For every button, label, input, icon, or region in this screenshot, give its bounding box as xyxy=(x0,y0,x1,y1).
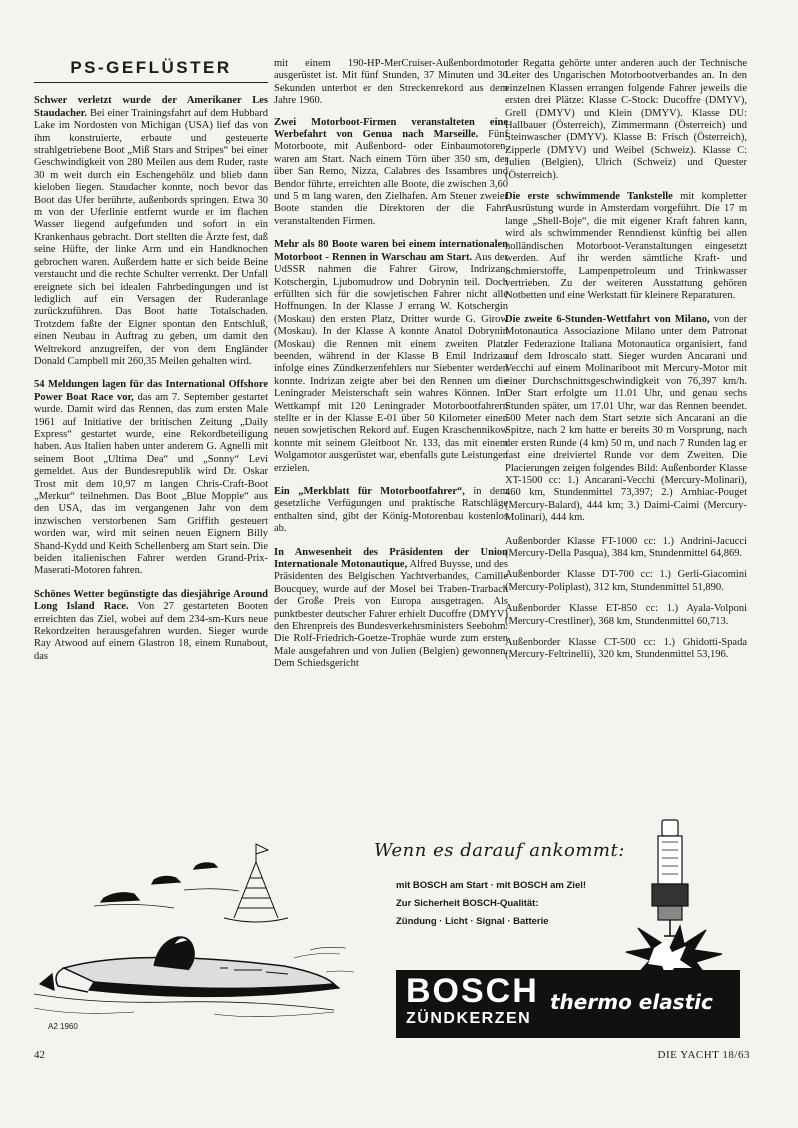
article-text: Außenborder Klasse DT-700 cc: 1.) Gerli-Giacomini (Mercury-Poliplast), 312 km, Stundenmittel 51,890. xyxy=(505,569,747,593)
article-paragraph xyxy=(505,637,747,662)
publication-info: DIE YACHT 18/63 xyxy=(657,1049,750,1061)
article-lead: Schwer verletzt wurde der Amerikaner Les Staudacher. xyxy=(34,95,268,119)
article-text: Alfred Buysse, und des Präsidenten des Belgischen Yachtverbandes, Camille Boucquey, wurde auf der Mosel bei Traben-Trarbach der Große Preis von Europa ausgetragen. Als punktbester deutscher Fahrer erhielt Ducoffre (DMYV) den Ehrenpreis des Bundesverkehrsministers Seebohm. Die Rolf-Friedrich-Goetze-Trophäe wurde zum ersten Male ausgefahren und von Julien (Belgien) gewonnen. Dem Schiedsgericht xyxy=(274,559,508,670)
article-text: Aus der UdSSR nahmen die Fahrer Girow, Indrizan, Kotschergin, Ljubomudrow und Dobrynin teil. Doch erfüllten sich für die sowjetischen Fahrer nicht alle Hoffnungen. In der Klasse J errang W. Kotschergin (Moskau) den ersten Platz, Dritter wurde G. Girow (Moskau). In der Klasse A konnte Anatol Dobrynin (Moskau) die Rennen mit einem zweiten Platz beenden, während in der Klasse B Emil Indrizan infolge eines Zündkerzenfehlers nur Siebenter werden konnte. Indrizan zeigte aber bei den Rennen um die Leningrader Meisterschaft sein wahres Können. Im Wettkampf mit 120 Leningrader Motorbootfahrern stellte er in der Klasse E-01 über 50 Kilometer einen neuen sowjetischen Rekord auf. Eugen Kraschennikow konnte mit seinem Gleitboot Nr. 133, das mit einem Wolgamotor ausgerüstet war, ebenfalls gute Leistungen erzielen. xyxy=(274,251,508,474)
column-2 xyxy=(274,58,508,682)
main-speedboat xyxy=(40,937,339,997)
article-text: Von 27 gestarteten Booten erreichten das Ziel, wobei auf dem 234-sm-Kurs neue Rekordzeiten herausgefahren wurden. Sieger wurde Ray Atwood auf einem Glastron 18, einem Runabout, das xyxy=(34,601,269,662)
column-1 xyxy=(34,58,268,674)
product-name: ZÜNDKERZEN xyxy=(406,1010,532,1027)
ad-line-start-finish: mit BOSCH am Start · mit BOSCH am Ziel! xyxy=(396,880,587,891)
article-lead: Die erste schwimmende Tankstelle xyxy=(505,191,673,203)
column-1-articles xyxy=(34,95,268,663)
article-lead: Die zweite 6-Stunden-Wettfahrt von Milano, xyxy=(505,313,710,325)
article-lead: 54 Meldungen lagen für das International Offshore Power Boat Race vor, xyxy=(34,379,268,403)
article-paragraph xyxy=(274,117,508,229)
article-text: Außenborder Klasse FT-1000 cc: 1.) Andrini-Jacucci (Mercury-Della Pasqua), 384 km, Stundenmittel 64,869. xyxy=(505,535,747,560)
article-text: der Regatta gehörte unter anderen auch der Technische Leiter des Ungarischen Motorbootverbandes an. In den einzelnen Klassen errangen folgende Fahrer jeweils die ersten drei Plätze: Klasse C-Stock: Ducoffre (DMYV), Grell (DMYV) und Klein (DMYV). Klasse DU: Hallbauer (Österreich), Zimmermann (Österreich) und Steinwascher (DMYV). Klasse B: Frisch (Österreich), Zipperle (DMYV) und Weibel (Schweiz). Klasse C: Julien (Belgien), Ulrich (Schweiz) und Quester (Österreich). xyxy=(505,58,747,181)
thermo-elastic-tagline: thermo elastic xyxy=(550,990,713,1014)
article-text: in dem gesetzliche Verfügungen und praktische Ratschläge enthalten sind, gibt der König-Motorenbau kostenlos ab. xyxy=(274,486,509,535)
artist-signature: A2 1960 xyxy=(48,1022,78,1031)
article-paragraph xyxy=(274,58,508,108)
article-paragraph xyxy=(34,95,268,368)
article-lead: Mehr als 80 Boote waren bei einem internationalen Motorboot - Rennen in Warschau am Start. xyxy=(274,239,508,263)
article-text: Außenborder Klasse CT-500 cc: 1.) Ghidotti-Spada (Mercury-Feltrinelli), 320 km, Stundenmittel 53,196. xyxy=(505,637,747,661)
ad-line-quality: Zur Sicherheit BOSCH-Qualität: xyxy=(396,898,539,909)
article-paragraph xyxy=(505,191,747,303)
article-paragraph xyxy=(34,379,268,578)
article-text: das am 7. September gestartet wurde. Damit wird das Rennen, das zum ersten Male 1961 auf Initiative der britischen Zeitung „Daily Express“ gestartet wurde, eine Rekordbeteiligung haben. Aus Italien haben unter anderem G. Agnelli mit seinem Boot „Ultima Dea“ und „Sonny“ Levi gemeldet. Aus der Bundesrepublik wird Dr. Oskar Trost mit dem 10,97 m langen Chris-Craft-Boot „Merkur“ teilnehmen. Das Boot „Blue Moppie“ aus den USA, das im vergangenen Jahr von dem inzwischen verstorbenen Sam Griffith gesteuert worden war, wird mit seinen neuen Eignern Billy Shand-Kydd und Keith Schellenberg am Start sein. Die beiden italienischen Fahrer werden Grand-Prix-Maserati-Motoren fahren. xyxy=(34,391,268,577)
section-title: PS-GEFLÜSTER xyxy=(34,58,268,83)
article-paragraph xyxy=(505,314,747,525)
column-3 xyxy=(505,58,747,671)
article-lead: Ein „Merkblatt für Motorbootfahrer“, xyxy=(274,486,465,497)
race-buoy xyxy=(224,844,288,922)
racing-boats-illustration xyxy=(34,844,354,1017)
article-lead: In Anwesenheit des Präsidenten der Union Internationale Motonautique, xyxy=(274,546,508,571)
article-lead: Zwei Motorboot-Firmen veranstalteten eine Werbefahrt von Genua nach Marseille. xyxy=(274,116,508,141)
article-text: Außenborder Klasse ET-850 cc: 1.) Ayala-Volponi (Mercury-Crestliner), 368 km, Stundenmittel 60,713. xyxy=(505,603,747,627)
article-paragraph xyxy=(505,603,747,628)
article-paragraph xyxy=(274,547,508,671)
article-paragraph xyxy=(505,569,747,594)
ad-line-products: Zündung · Licht · Signal · Batterie xyxy=(396,916,549,927)
bosch-advertisement xyxy=(34,798,746,1038)
article-text: mit einem 190-HP-MerCruiser-Außenbordmotor ausgerüstet ist. Mit fünf Stunden, 37 Minuten und 30 Sekunden unterbot er den Streckenrekord aus dem Jahre 1960. xyxy=(274,58,508,107)
article-text: von der Motonautica Associazione Milano unter dem Patronat der Federazione Italiana Motonautica organisiert, fand auf dem Idroscalo statt. Sieger wurden Ancarani und Vecchi auf einem Molinariboot mit Mercury-Motor mit einer Durchschnittsgeschwindigkeit von 76,397 km/h. Der Start erfolgte um 11.01 Uhr, und genau sechs Stunden später, um 17.01 Uhr, war das Rennen beendet. 500 Meter nach dem Start setzte sich Ancarani an die Spitze, nach 2 km hatte er bereits 30 m Vorsprung, nach der ersten Runde (4 km) 50 m, und nach 7 Runden lag er fast eine dreiviertel Runde vor dem Zweiten. Die Placierungen zeigen folgendes Bild: Außenborder Klasse XT-1500 cc: 1.) Ancarani-Vecchi (Mercury-Molinari), 460 km, Stundenmittel 73,397; 2.) Arnhiac-Pouget (Mercury-Balard), 444 km; 3.) Daimi-Caimi (Mercury-Molinari), 444 km. xyxy=(505,313,747,524)
article-paragraph xyxy=(274,486,508,536)
article-paragraph xyxy=(34,589,268,663)
article-paragraph xyxy=(505,58,747,182)
article-text: Bei einer Trainingsfahrt auf dem Hubbard Lake im Nordosten von Michigan (USA) lief das von ihm konstruierte, erbaute und gesteuerte strahlgetriebene Boot „Miß Stars and Stripes“ bei einer Geschwindigkeit von 280 Meilen aus dem Ruder, raste 30 m weit durch ein Eschengehölz und blieb dann kieloben liegen. Staudacher konnte, noch bevor das Boot das Ufer berührte, außenbords springen. Etwa 30 m von der Uferlinie entfernt wurde er im flachen Wasser liegend aufgefunden und sofort in ein Krankenhaus gebracht. Dort stellten die Ärzte fest, daß seine Hüfte, der linke Arm und ein Handknochen gebrochen waren. Außerdem hatte er sich beide Beine verstaucht und die rechte Schulter verrenkt. Der Unfall ereignete sich bei idealen Fahrbedingungen und ist lediglich auf ein Versagen der Ruderanlage zurückzuführen. Das Boot hatte Totalschaden. Trotzdem faßte der Eigner spontan den Entschluß, einen Neubau in Auftrag zu geben, um damit den Weltrekord anzugreifen, der von dem Engländer Donald Campbell mit 260,35 Meilen gehalten wird. xyxy=(34,107,268,367)
page-number: 42 xyxy=(34,1049,45,1061)
article-text: mit kompletter Ausrüstung wurde in Amsterdam vorgeführt. Die 17 m lange „Shell-Boje“, die mit eigener Kraft fahren kann, wird als schwimmender Renndienst künftig bei allen holländischen Motorboot-Veranstaltungen eingesetzt werden. Auf ihr werden sämtliche Kraft- und Schmierstoffe, Lampenpetroleum und Trinkwasser vertrieben. Zu der weiteren Ausstattung gehören Notbetten und eine Werkstatt für kleinere Reparaturen. xyxy=(505,191,747,302)
article-paragraph xyxy=(274,239,508,475)
article-text: Fünf Motorboote, mit Außenbord- oder Einbaumotoren, waren am Start. Nach einem Törn über 350 sm, der über San Remo, Nizza, Calabres des Issambres und Bendor führte, erreichten alle Boote, die zwischen 3,60 und 5 m lang waren, den Zielhafen. Am Steuer zweier Boote standen die Direktoren der die Fahrt veranstaltenden Firmen. xyxy=(274,129,508,227)
bosch-logo: BOSCH xyxy=(406,972,539,1010)
ad-script-headline: Wenn es darauf ankommt: xyxy=(374,840,625,861)
article-paragraph xyxy=(505,536,747,561)
article-lead: Schönes Wetter begünstigte das diesjährige Around Long Island Race. xyxy=(34,588,268,613)
